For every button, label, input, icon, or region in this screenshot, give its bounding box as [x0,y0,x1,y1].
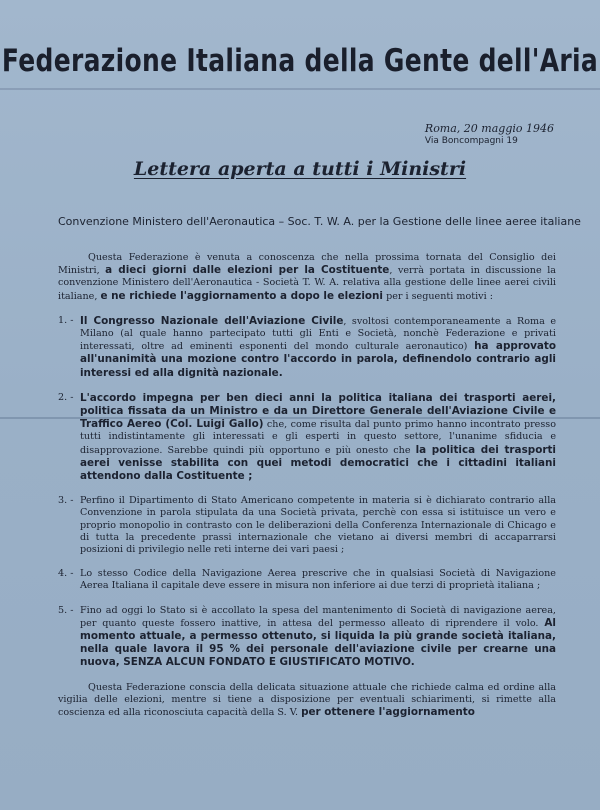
intro-paragraph: Questa Federazione è venuta a conoscenza che nella prossima tornata del Consiglio dei Ministri, a dieci giorni dalle elezioni per la Costituente, verrà portata in discussione la convenzione Ministero dell'Aeronautica - Società T. W. A. relativa alla gestione delle linee aerei civili italiane, e ne richiede l'aggiornamento a dopo le elezioni per i seguenti motivi : [58,252,556,302]
letter-body [58,252,556,731]
organization-masthead: Federazione Italiana della Gente dell'Aria [1,42,599,79]
letter-subject: Convenzione Ministero dell'Aeronautica – Soc. T. W. A. per la Gestione delle linee aeree italiane [58,215,581,228]
point-4: 4. - Lo stesso Codice della Navigazione Aerea prescrive che in qualsiasi Società di Navigazione Aerea Italiana il capitale deve essere in misura non inferiore ai due terzi di proprietà italiana ; [58,568,556,592]
date-line: Roma, 20 maggio 1946 [424,122,554,135]
point-3: 3. - Perfino il Dipartimento di Stato Americano competente in materia si è dichiarato contrario alla Convenzione in parola stipulata da una Società privata, perchè con essa si istituisce un vero e proprio monopolio in contrasto con le deliberazioni della Conferenza Internazionale di Chicago e di tutta la precedente prassi internazionale che vietano ai diversi membri di accaparrarsi posizioni di privilegio nelle reti interne dei vari paesi ; [58,495,556,556]
point-2: 2. - L'accordo impegna per ben dieci anni la politica italiana dei trasporti aerei, politica fissata da un Ministro e da un Direttore Generale dell'Aviazione Civile e Traffico Aereo (Col. Luigi Gallo) che, come risulta dal punto primo hanno incontrato presso tutti indistintamente gli interessati e gli esperti in questo settore, l'unanime sfiducia e disapprovazione. Sarebbe quindi più opportuno e più onesto che la politica dei trasporti aerei venisse stabilita con quei metodi democratici che i cittadini italiani attendono dalla Costituente ; [58,391,556,483]
closing-paragraph: Questa Federazione conscia della delicata situazione attuale che richiede calma ed ordine alla vigilia delle elezioni, mentre si tiene a disposizione per eventuali schiarimenti, si rimette alla coscienza ed alla riconosciuta capacità della S. V. per ottenere l'aggiornamento [58,681,556,719]
letter-title [0,158,600,180]
point-1: 1. - Il Congresso Nazionale dell'Aviazione Civile, svoltosi contemporaneamente a Roma e Milano (al quale hanno partecipato tutti gli Enti e Società, nonchè Federazione e privati interessati, oltre ad eminenti esponenti del mondo culturale aeronautico) ha approvato all'unanimità una mozione contro l'accordo in parola, definendolo contrario agli interessi ed alla dignità nazionale. [58,314,556,379]
paper-fold-line [0,88,600,90]
place-date [425,122,554,146]
letter-title-text: Lettera aperta a tutti i Ministri [133,158,467,180]
address-line: Via Boncompagni 19 [424,136,518,146]
point-5: 5. - Fino ad oggi lo Stato si è accollato la spesa del mantenimento di Società di navigazione aerea, per quanto queste fossero inattive, in attesa del permesso alleato di riprendere il volo. Al momento attuale, a permesso ottenuto, si liquida la più grande società italiana, nella quale lavora il 95 % dei personale dell'aviazione civile per crearne una nuova, SENZA ALCUN FONDATO E GIUSTIFICATO MOTIVO. [58,604,556,669]
